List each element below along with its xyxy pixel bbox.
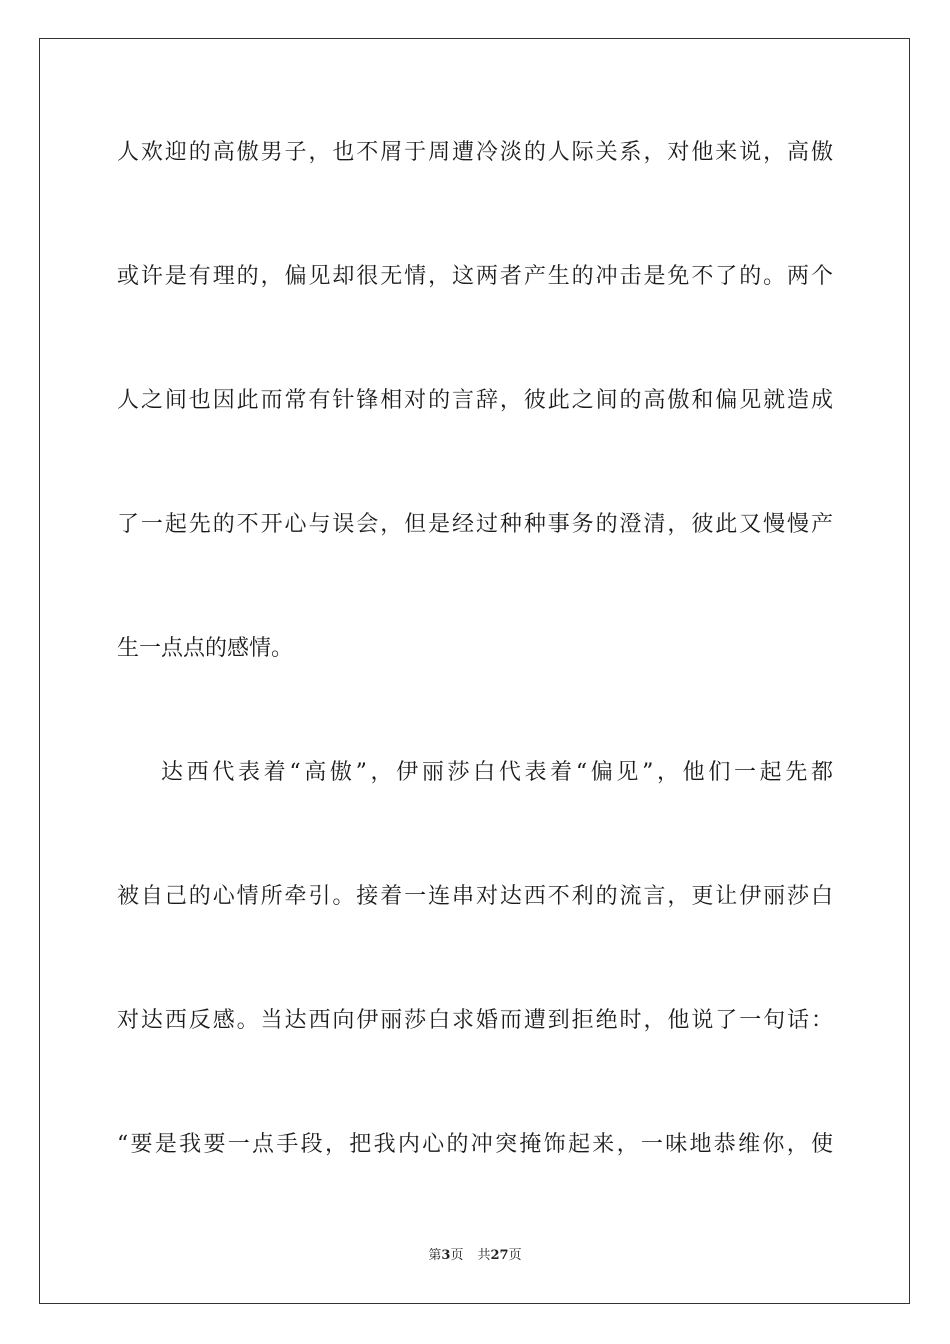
footer-page-number: 3 — [441, 1248, 451, 1263]
text-line-5: 生一点点的感情。 — [117, 636, 294, 661]
text-line-3: 人之间也因此而常有针锋相对的言辞，彼此之间的高傲和偏见就造成 — [117, 388, 833, 413]
footer-total-prefix: 共 — [477, 1248, 491, 1263]
text-line-9: “要是我要一点手段，把我内心的冲突掩饰起来，一味地恭维你，使 — [117, 1132, 833, 1157]
text-line-4: 了一起先的不开心与误会，但是经过种种事务的澄清，彼此又慢慢产 — [117, 512, 833, 537]
footer-total-pages: 27 — [490, 1248, 509, 1263]
text-line-7: 被自己的心情所牵引。接着一连串对达西不利的流言，更让伊丽莎白 — [117, 884, 833, 909]
footer-page-prefix: 第 — [428, 1248, 442, 1263]
text-line-8: 对达西反感。当达西向伊丽莎白求婚而遭到拒绝时，他说了一句话： — [117, 1008, 833, 1033]
page-border — [39, 38, 910, 1304]
footer-total-suffix: 页 — [508, 1248, 522, 1263]
text-line-2: 或许是有理的，偏见却很无情，这两者产生的冲击是免不了的。两个 — [117, 264, 833, 289]
text-line-6: 达西代表着“高傲”，伊丽莎白代表着“偏见”，他们一起先都 — [161, 760, 833, 785]
page-footer — [0, 1247, 950, 1265]
text-line-1: 人欢迎的高傲男子，也不屑于周遭冷淡的人际关系，对他来说，高傲 — [117, 140, 833, 165]
footer-page-suffix: 页 — [450, 1248, 464, 1263]
